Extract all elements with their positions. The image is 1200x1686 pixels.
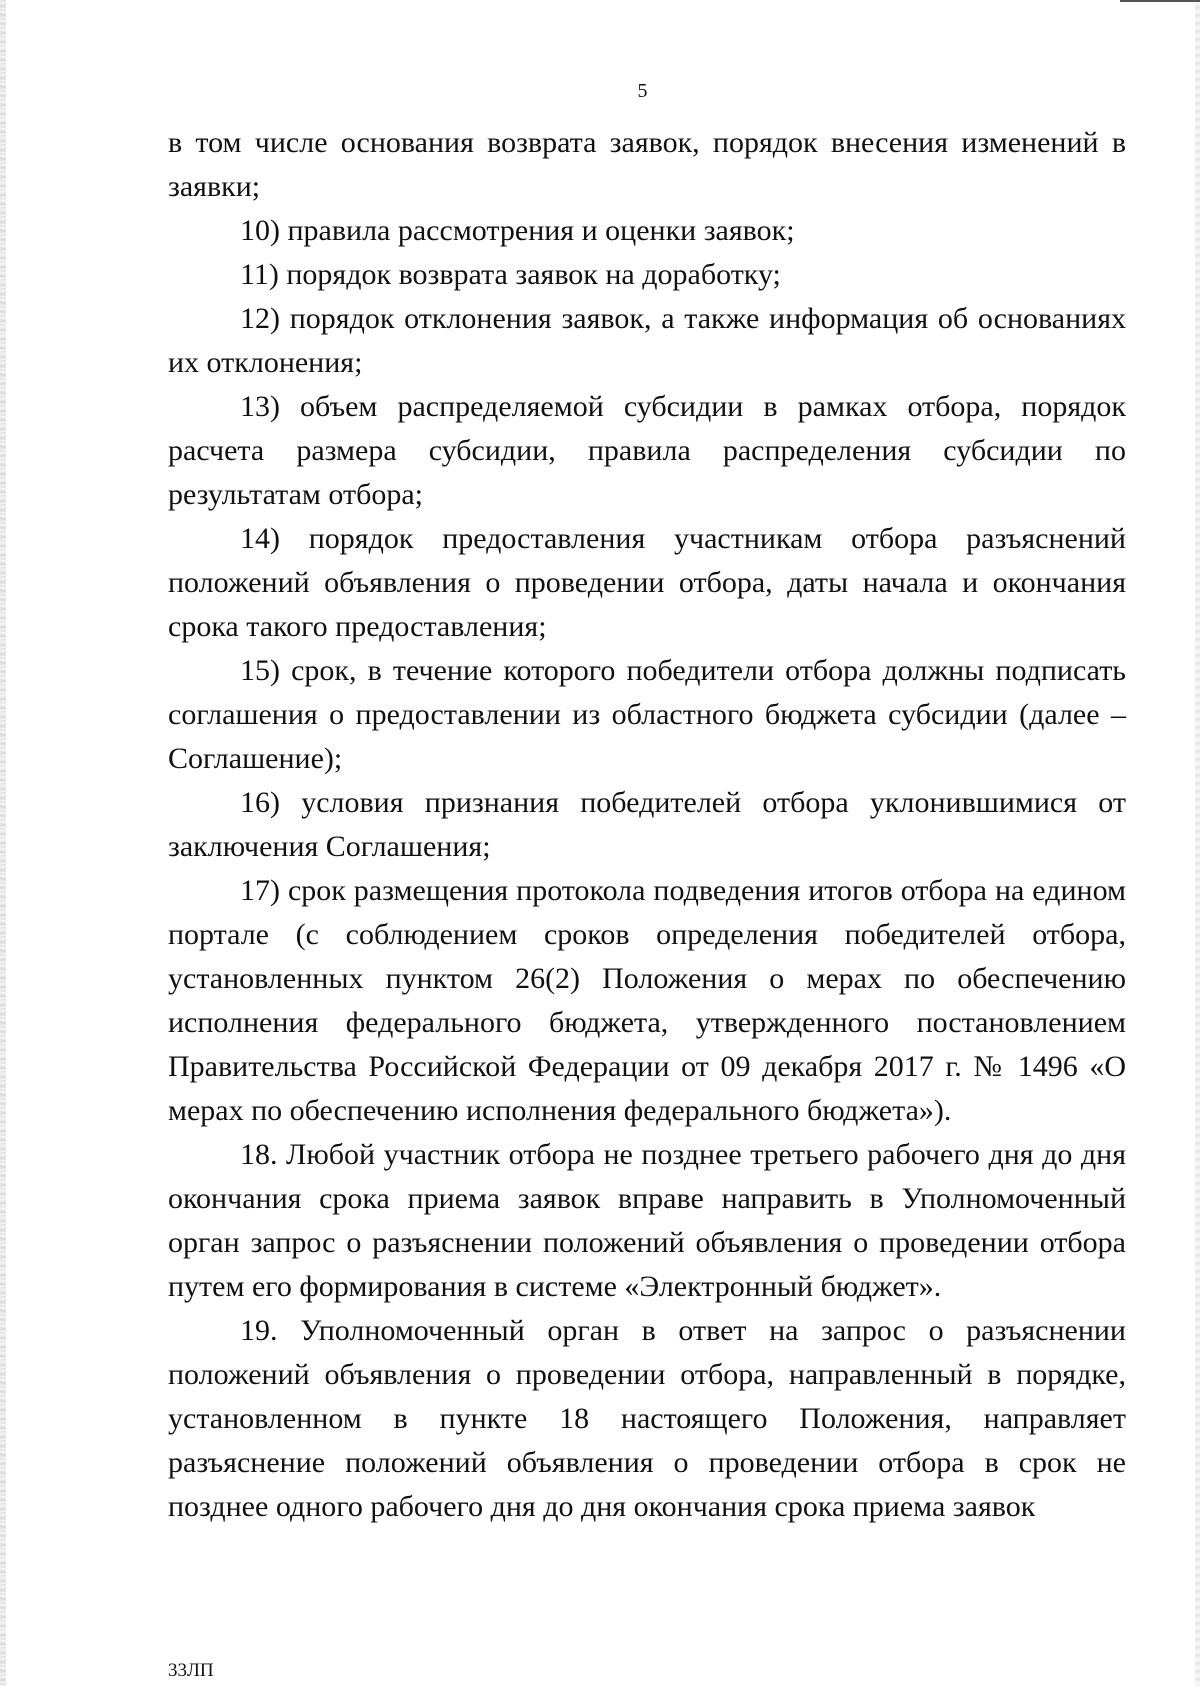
list-item-10: 10) правила рассмотрения и оценки заявок; [240,214,795,247]
scan-left-edge [0,0,6,1686]
list-item-17: 17) срок размещения протокола подведения итогов отбора на едином портале (с соблюдением сроков определения победителей отбора, установленных пунктом 26(2) Положения о мерах по обеспечению исполнения федерального бюджета, утвержденного постановлением Правительства Российской Федерации от 09 декабря 2017 г. № 1496 «О мерах по обеспечению исполнения федерального бюджета»). [168,874,1126,1127]
scan-right-edge [1195,0,1200,1686]
footer-document-code: 33ЛП [168,1660,214,1681]
page-number: 5 [637,80,648,102]
clause-19: 19. Уполномоченный орган в ответ на запрос о разъяснении положений объявления о проведении отбора, направленный в порядке, установленном в пункте 18 настоящего Положения, направляет разъяснение положений объявления о проведении отбора в срок не позднее одного рабочего дня до дня окончания срока приема заявок [168,1314,1126,1523]
list-item-12: 12) порядок отклонения заявок, а также информация об основаниях их отклонения; [168,302,1126,379]
scan-top-mark [1120,0,1200,2]
list-item-14: 14) порядок предоставления участникам отбора разъяснений положений объявления о проведении отбора, даты начала и окончания срока такого предоставления; [168,522,1126,643]
list-item-15: 15) срок, в течение которого победители отбора должны подписать соглашения о предоставлении из областного бюджета субсидии (далее – Соглашение); [168,654,1126,775]
list-item-13: 13) объем распределяемой субсидии в рамках отбора, порядок расчета размера субсидии, правила распределения субсидии по результатам отбора; [168,390,1126,511]
paragraph-continuation: в том числе основания возврата заявок, порядок внесения изменений в заявки; [168,126,1126,203]
document-body [168,121,1126,1529]
list-item-11: 11) порядок возврата заявок на доработку; [240,258,781,291]
clause-18: 18. Любой участник отбора не позднее третьего рабочего дня до дня окончания срока приема заявок вправе направить в Уполномоченный орган запрос о разъяснении положений объявления о проведении отбора путем его формирования в системе «Электронный бюджет». [168,1138,1126,1303]
list-item-16: 16) условия признания победителей отбора уклонившимися от заключения Соглашения; [168,786,1126,863]
